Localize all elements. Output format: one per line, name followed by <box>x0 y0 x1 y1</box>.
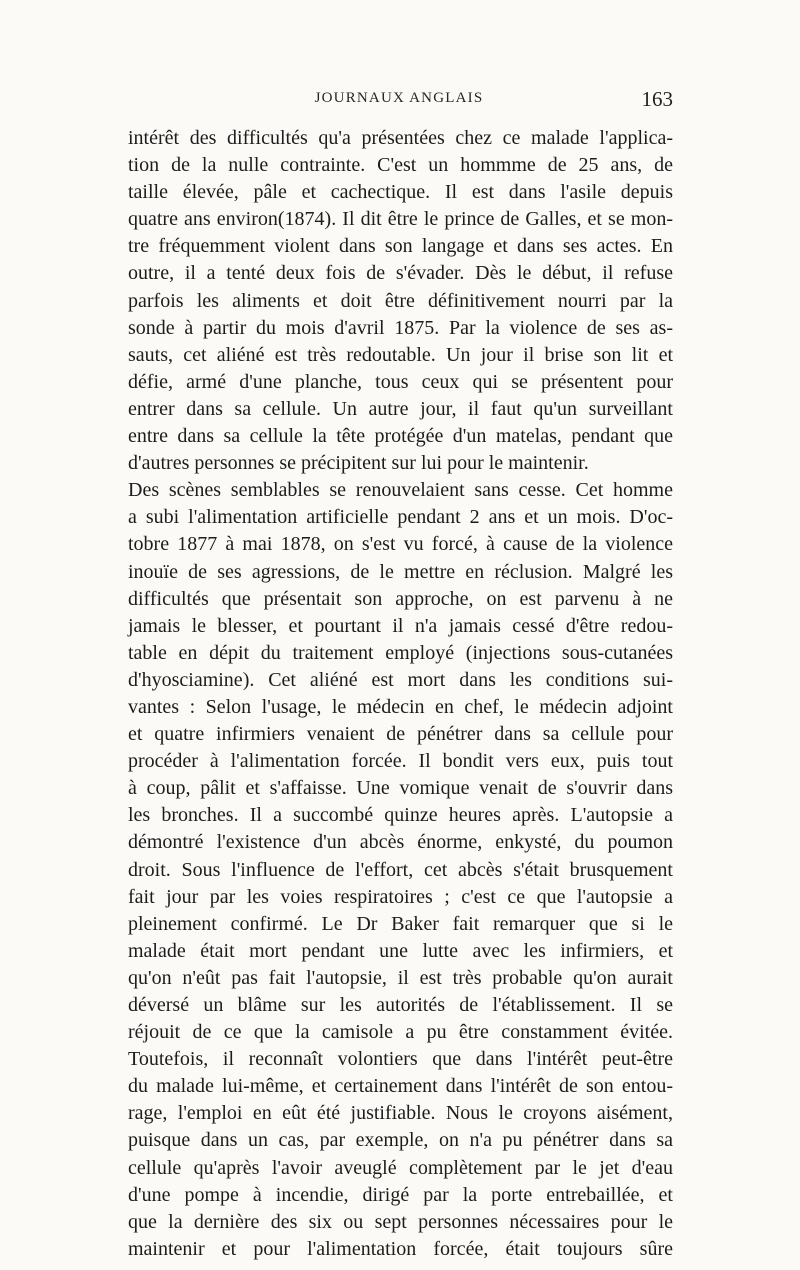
text-line: réjouit de ce que la camisole a pu être constamment évitée. <box>128 1021 673 1044</box>
text-line: jamais le blesser, et pourtant il n'a jamais cessé d'être redou- <box>128 614 673 637</box>
text-line: Des scènes semblables se renouvelaient sans cesse. Cet homme <box>128 479 673 502</box>
text-line: puisque dans un cas, par exemple, on n'a pu pénétrer dans sa <box>128 1129 673 1152</box>
text-line: rage, l'emploi en eût été justifiable. Nous le croyons aisément, <box>128 1102 673 1125</box>
text-line: du malade lui-même, et certainement dans l'intérêt de son entou- <box>128 1075 673 1098</box>
text-line: tion de la nulle contrainte. C'est un hommme de 25 ans, de <box>128 154 673 177</box>
text-line: que la dernière des six ou sept personnes nécessaires pour le <box>128 1210 673 1233</box>
text-line: difficultés que présentait son approche, on est parvenu à ne <box>128 587 673 610</box>
text-line: vantes : Selon l'usage, le médecin en chef, le médecin adjoint <box>128 695 673 718</box>
text-line: pleinement confirmé. Le Dr Baker fait remarquer que si le <box>128 912 673 935</box>
text-line: les bronches. Il a succombé quinze heures après. L'autopsie a <box>128 804 673 827</box>
text-line: inouïe de ses agressions, de le mettre en réclusion. Malgré les <box>128 560 673 583</box>
text-line: tobre 1877 à mai 1878, on s'est vu forcé, à cause de la violence <box>128 533 673 556</box>
text-line: d'hyosciamine). Cet aliéné est mort dans les conditions sui- <box>128 668 673 691</box>
text-line: entre dans sa cellule la tête protégée d'un matelas, pendant que <box>128 425 673 448</box>
page-number: 163 <box>641 87 673 111</box>
text-line: entrer dans sa cellule. Un autre jour, il faut qu'un surveillant <box>128 397 673 420</box>
body-text <box>128 125 673 1263</box>
text-line: outre, il a tenté deux fois de s'évader. Dès le début, il refuse <box>128 262 673 285</box>
running-title: JOURNAUX ANGLAIS <box>314 90 484 106</box>
text-line: d'autres personnes se précipitent sur lui pour le maintenir. <box>128 452 589 475</box>
text-line: à coup, pâlit et s'affaisse. Une vomique venait de s'ouvrir dans <box>128 777 673 800</box>
text-line: cellule qu'après l'avoir aveuglé complètement par le jet d'eau <box>128 1156 673 1179</box>
text-line: droit. Sous l'influence de l'effort, cet abcès s'était brusquement <box>128 858 673 881</box>
text-line: fait jour par les voies respiratoires ; c'est ce que l'autopsie a <box>128 885 673 908</box>
text-line: qu'on n'eût pas fait l'autopsie, il est très probable qu'on aurait <box>128 966 673 989</box>
text-line: intérêt des difficultés qu'a présentées chez ce malade l'applica- <box>128 127 673 149</box>
running-head <box>125 87 673 120</box>
text-line: déversé un blâme sur les autorités de l'établissement. Il se <box>128 994 673 1016</box>
text-line: maintenir et pour l'alimentation forcée, était toujours sûre <box>128 1237 673 1260</box>
text-line: sauts, cet aliéné est très redoutable. Un jour il brise son lit et <box>128 343 673 366</box>
text-line: taille élevée, pâle et cachectique. Il est dans l'asile depuis <box>128 181 673 204</box>
text-line: Toutefois, il reconnaît volontiers que dans l'intérêt peut-être <box>128 1048 673 1071</box>
text-line: quatre ans environ(1874). Il dit être le prince de Galles, et se mon- <box>128 208 673 231</box>
text-line: et quatre infirmiers venaient de pénétrer dans sa cellule pour <box>128 723 673 746</box>
text-line: malade était mort pendant une lutte avec les infirmiers, et <box>128 939 673 962</box>
text-line: procéder à l'alimentation forcée. Il bondit vers eux, puis tout <box>128 750 673 773</box>
text-line: démontré l'existence d'un abcès énorme, enkysté, du poumon <box>128 831 673 854</box>
text-line: sonde à partir du mois d'avril 1875. Par la violence de ses as- <box>128 316 673 339</box>
text-line: parfois les aliments et doit être définitivement nourri par la <box>128 289 673 312</box>
text-line: défie, armé d'une planche, tous ceux qui se présentent pour <box>128 370 673 393</box>
text-line: tre fréquemment violent dans son langage et dans ses actes. En <box>128 235 673 258</box>
text-line: a subi l'alimentation artificielle pendant 2 ans et un mois. D'oc- <box>128 506 673 529</box>
text-line: d'une pompe à incendie, dirigé par la porte entrebaillée, et <box>128 1183 673 1206</box>
text-line: table en dépit du traitement employé (injections sous-cutanées <box>128 641 673 664</box>
